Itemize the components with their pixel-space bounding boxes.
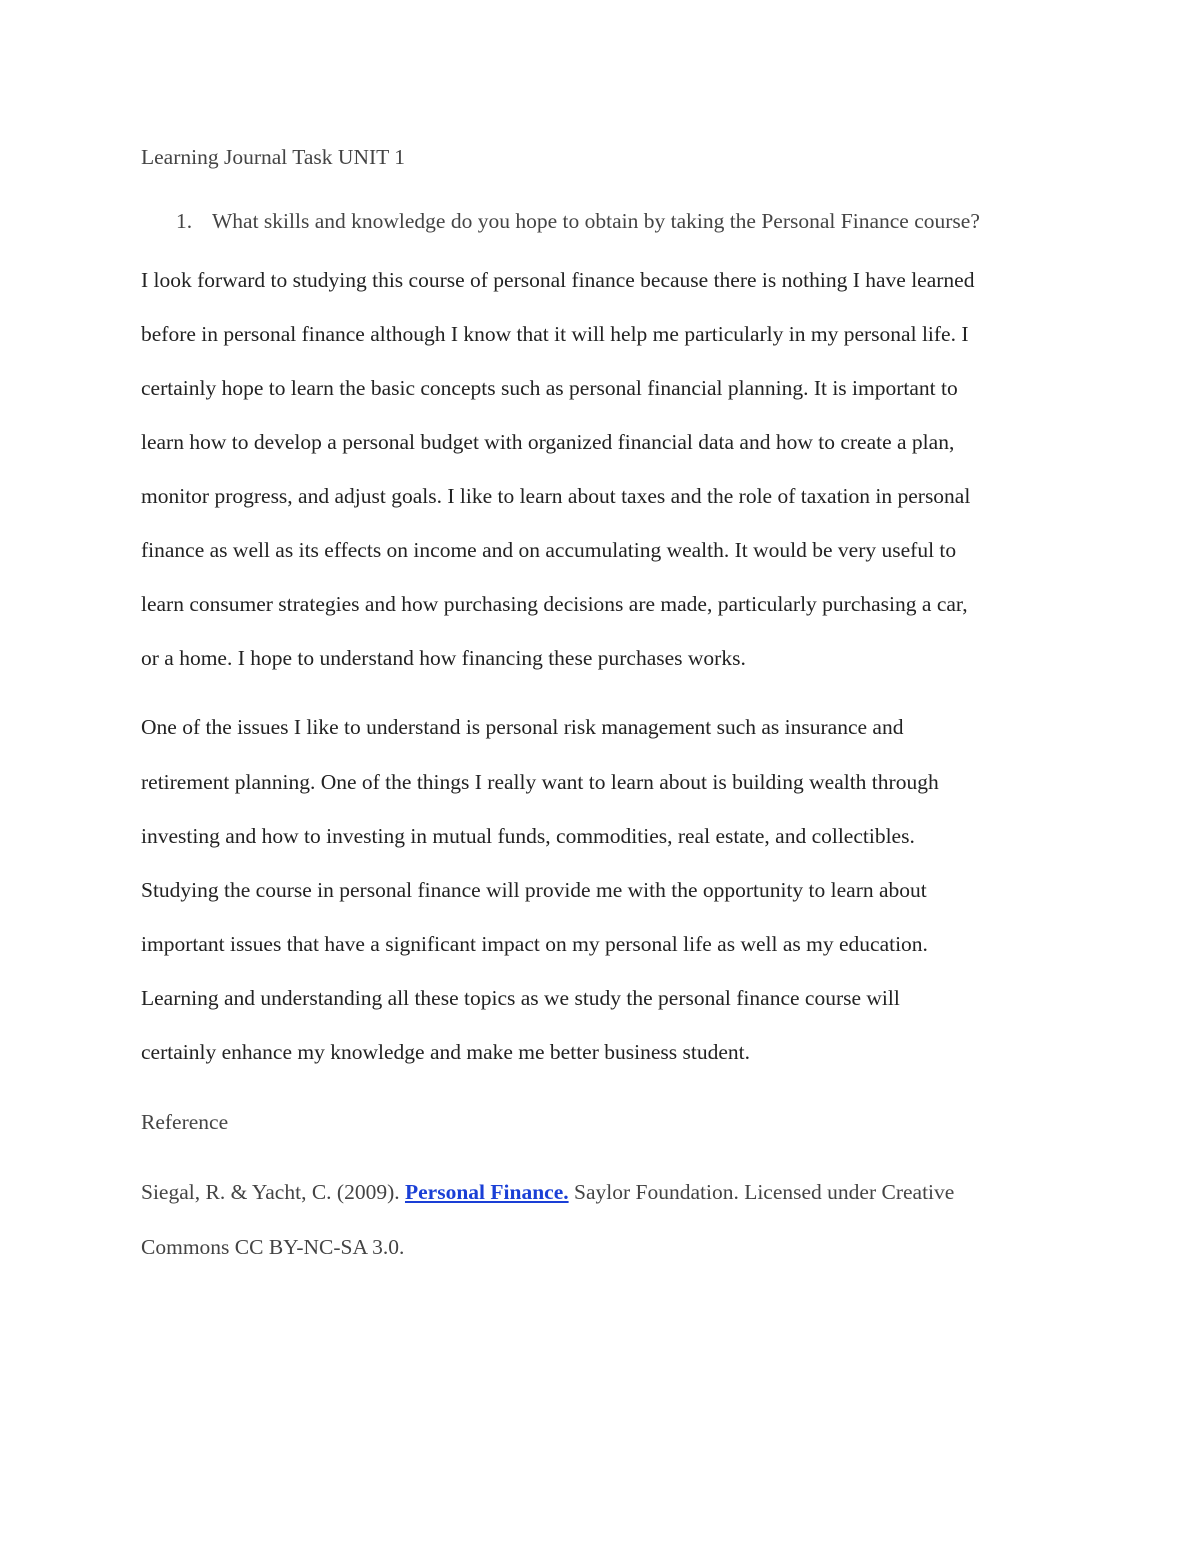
paragraph-2-line: Learning and understanding all these topics as we study the personal finance course will xyxy=(141,986,900,1010)
citation-prefix: Siegal, R. & Yacht, C. (2009). xyxy=(141,1180,405,1204)
paragraph-1-line: finance as well as its effects on income and on accumulating wealth. It would be very useful to xyxy=(141,538,957,562)
question-number: 1. xyxy=(176,209,193,233)
paragraph-2-line: retirement planning. One of the things I really want to learn about is building wealth through xyxy=(141,770,939,794)
paragraph-1-line: I look forward to studying this course of personal finance because there is nothing I have learned xyxy=(141,268,975,292)
paragraph-1-line: learn consumer strategies and how purchasing decisions are made, particularly purchasing a car, xyxy=(141,592,968,616)
reference-citation-line-2: Commons CC BY-NC-SA 3.0. xyxy=(141,1235,405,1259)
reference-citation xyxy=(141,1178,954,1206)
paragraph-2-line: One of the issues I like to understand is personal risk management such as insurance and xyxy=(141,715,904,739)
personal-finance-link[interactable]: Personal Finance. xyxy=(404,1180,569,1204)
paragraph-1-line: certainly hope to learn the basic concepts such as personal financial planning. It is important to xyxy=(141,376,958,400)
document-title: Learning Journal Task UNIT 1 xyxy=(141,145,406,169)
reference-heading: Reference xyxy=(141,1110,229,1134)
paragraph-1-line: or a home. I hope to understand how financing these purchases works. xyxy=(141,646,746,670)
paragraph-1-line: learn how to develop a personal budget with organized financial data and how to create a plan, xyxy=(141,430,955,454)
paragraph-2-line: important issues that have a significant impact on my personal life as well as my education. xyxy=(141,932,928,956)
paragraph-1-line: monitor progress, and adjust goals. I like to learn about taxes and the role of taxation in personal xyxy=(141,484,971,508)
citation-suffix: Saylor Foundation. Licensed under Creative xyxy=(568,1180,955,1204)
paragraph-2-line: investing and how to investing in mutual funds, commodities, real estate, and collectibles. xyxy=(141,824,915,848)
question-text: What skills and knowledge do you hope to obtain by taking the Personal Finance course? xyxy=(212,209,980,233)
paragraph-2-line: certainly enhance my knowledge and make me better business student. xyxy=(141,1040,750,1064)
paragraph-2-line: Studying the course in personal finance will provide me with the opportunity to learn about xyxy=(141,878,927,902)
paragraph-1-line: before in personal finance although I know that it will help me particularly in my personal life. I xyxy=(141,322,969,346)
